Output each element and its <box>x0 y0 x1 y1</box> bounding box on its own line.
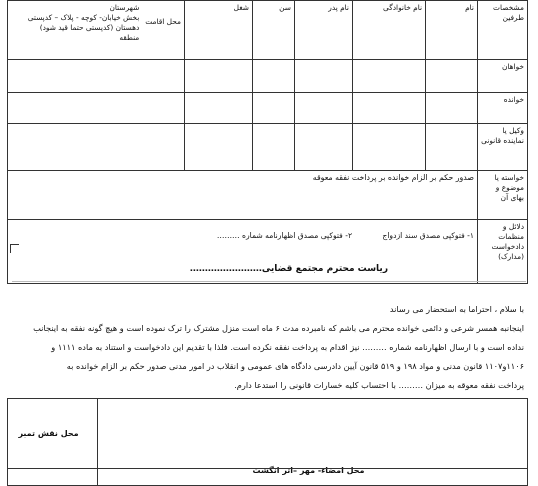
row-label-lawyer: وکیل یا نماینده قانونی <box>478 124 528 171</box>
body-line-1: اینجانبه همسر شرعی و دائمی خوانده محترم می باشم که نامبرده مدت ۶ ماه است منزل مشترک را ترک نموده است و هیچ گونه نفقه به اینجانب <box>33 323 524 333</box>
header-age: سن <box>253 1 295 60</box>
header-parties: مشخصات طرفین <box>478 1 528 60</box>
header-father-name: نام پدر <box>295 1 353 60</box>
petition-body <box>14 300 524 395</box>
table-row-plaintiff <box>8 60 528 93</box>
cell[interactable] <box>295 93 353 124</box>
header-address-line-1: شهرستان <box>109 3 140 12</box>
evidence-item-1: ۱- فتوکپی مصدق سند ازدواج <box>382 231 474 240</box>
row-label-evidence: دلائل و منظمات دادخواست (مدارک) <box>478 220 528 284</box>
row-label-defendant: خوانده <box>478 93 528 124</box>
cell[interactable] <box>185 93 253 124</box>
request-value[interactable]: صدور حکم بر الزام خوانده بر پرداخت نفقه معوقه <box>8 171 478 220</box>
dotted-separator <box>12 281 526 282</box>
table-row-request <box>8 171 528 220</box>
greeting: با سلام ، احتراما به استحضار می رساند <box>389 304 524 314</box>
body-line-4: پرداخت نفقه معوقه به میزان ……… با احتساب کلیه خسارات قانونی را استدعا دارم. <box>234 380 524 390</box>
cell[interactable] <box>295 124 353 171</box>
stamp-cell[interactable] <box>8 399 98 486</box>
corner-mark <box>10 244 19 253</box>
table-row-defendant <box>8 93 528 124</box>
cell[interactable] <box>8 60 185 93</box>
cell[interactable] <box>353 124 426 171</box>
cell[interactable] <box>426 124 478 171</box>
table-row-lawyer <box>8 124 528 171</box>
header-address-line-2: بخش خیابان- کوچه - پلاک – کدپستی <box>27 12 140 22</box>
cell[interactable] <box>426 60 478 93</box>
cell[interactable] <box>185 60 253 93</box>
header-job: شغل <box>185 1 253 60</box>
header-residence <box>8 1 185 60</box>
header-last-name: نام خانوادگی <box>353 1 426 60</box>
cell[interactable] <box>353 93 426 124</box>
header-address-line-4: منطقه <box>119 32 140 42</box>
parties-table <box>7 0 528 284</box>
bottom-border <box>7 468 527 469</box>
table-header-row <box>8 1 528 60</box>
cell[interactable] <box>8 93 185 124</box>
cell[interactable] <box>8 124 185 171</box>
body-line-3: ۱۱۰۶و۱۱۰۷ قانون مدنی و مواد ۱۹۸ و ۵۱۹ قانون آیین دادرسی دادگاه های عمومی و انقلاب در امور مدنی صدور حکم بر الزام خوانده به <box>66 361 524 371</box>
signature-label: محل امضاء- مهر –اثر انگشت <box>252 466 365 475</box>
header-residence-label: محل اقامت <box>145 17 181 26</box>
row-label-request: خواسته یا موضوع و بهای آن <box>478 171 528 220</box>
addressee-line: ریاست محترم مجتمع قضایی…………………… <box>189 264 388 274</box>
cell[interactable] <box>185 124 253 171</box>
header-first-name: نام <box>426 1 478 60</box>
evidence-item-2: ۲- فتوکپی مصدق اظهارنامه شماره ……… <box>216 231 353 240</box>
row-label-plaintiff: خواهان <box>478 60 528 93</box>
cell[interactable] <box>426 93 478 124</box>
cell[interactable] <box>253 124 295 171</box>
cell[interactable] <box>353 60 426 93</box>
signature-cell[interactable] <box>98 399 528 486</box>
body-line-2: نداده است و با ارسال اظهارنامه شماره ……… نیز اقدام به پرداخت نفقه نکرده است. فلذا با تقدیم این دادخواست و استناد به ماده ۱۱۱۱ و <box>51 342 524 352</box>
signature-table <box>7 398 528 486</box>
cell[interactable] <box>253 93 295 124</box>
cell[interactable] <box>295 60 353 93</box>
stamp-label: محل نقش تمبر <box>18 429 79 438</box>
cell[interactable] <box>253 60 295 93</box>
header-address-line-3: دهستان (کدپستی حتما قید شود) <box>39 22 140 32</box>
